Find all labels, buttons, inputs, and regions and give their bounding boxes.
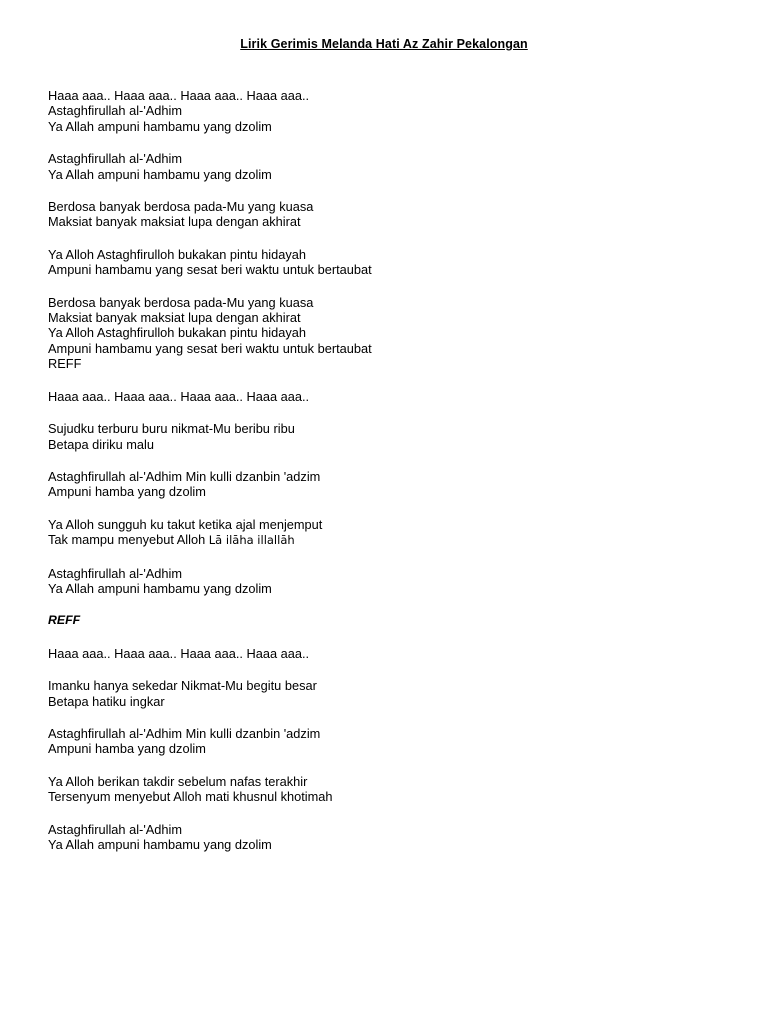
lyrics-line: Ampuni hamba yang dzolim [48, 484, 206, 500]
lyrics-line: Ya Allah ampuni hambamu yang dzolim [48, 166, 272, 182]
lyrics-line: Ya Alloh Astaghfirulloh bukakan pintu hidayah [48, 325, 307, 341]
lyrics-stanza [48, 199, 720, 230]
lyrics-line: Berdosa banyak berdosa pada-Mu yang kuasa [48, 294, 314, 310]
lyrics-line: Ya Alloh Astaghfirulloh bukakan pintu hidayah [48, 246, 307, 262]
lyrics-line: Haaa aaa.. Haaa aaa.. Haaa aaa.. Haaa aaa.. [48, 88, 310, 103]
lyrics-line: Maksiat banyak maksiat lupa dengan akhirat [48, 214, 301, 230]
lyrics-line: Betapa diriku malu [48, 436, 154, 452]
lyrics-stanza [48, 517, 720, 549]
lyrics-stanza [48, 88, 720, 134]
lyrics-stanza [48, 678, 720, 709]
lyrics-line: Ampuni hambamu yang sesat beri waktu untuk bertaubat [48, 262, 372, 278]
page-title: Lirik Gerimis Melanda Hati Az Zahir Pekalongan [240, 37, 528, 51]
lyrics-line: Tak mampu menyebut Alloh Lā ilāha illallāh [48, 532, 295, 548]
lyrics-line: Astaghfirullah al-'Adhim [48, 821, 183, 837]
lyrics-stanza [48, 389, 720, 404]
lyrics-line: REFF [48, 356, 82, 372]
lyrics-line: REFF [48, 613, 81, 628]
lyrics-line: Ya Allah ampuni hambamu yang dzolim [48, 580, 272, 596]
lyrics-body [48, 88, 720, 852]
lyrics-line: Berdosa banyak berdosa pada-Mu yang kuasa [48, 199, 314, 215]
lyrics-stanza [48, 613, 720, 628]
lyrics-stanza [48, 774, 720, 805]
lyrics-line: Imanku hanya sekedar Nikmat-Mu begitu besar [48, 678, 317, 694]
lyrics-line: Maksiat banyak maksiat lupa dengan akhirat [48, 310, 301, 326]
lyrics-line: Haaa aaa.. Haaa aaa.. Haaa aaa.. Haaa aaa.. [48, 645, 310, 661]
lyrics-stanza [48, 726, 720, 757]
lyrics-line: Betapa hatiku ingkar [48, 693, 165, 709]
lyrics-line: Astaghfirullah al-'Adhim Min kulli dzanbin 'adzim [48, 725, 321, 741]
lyrics-line: Ya Allah ampuni hambamu yang dzolim [48, 118, 272, 134]
lyrics-stanza [48, 151, 720, 182]
lyrics-stanza [48, 247, 720, 278]
lyrics-line: Ampuni hamba yang dzolim [48, 741, 206, 757]
lyrics-line: Ampuni hambamu yang sesat beri waktu untuk bertaubat [48, 340, 372, 356]
lyrics-line: Tersenyum menyebut Alloh mati khusnul khotimah [48, 789, 333, 805]
lyrics-line: Astaghfirullah al-'Adhim [48, 103, 183, 119]
lyrics-line: Ya Alloh sungguh ku takut ketika ajal menjemput [48, 516, 323, 532]
lyrics-stanza [48, 646, 720, 661]
lyrics-line: Haaa aaa.. Haaa aaa.. Haaa aaa.. Haaa aaa.. [48, 388, 310, 404]
lyrics-line: Astaghfirullah al-'Adhim [48, 151, 183, 167]
lyrics-stanza [48, 566, 720, 597]
lyrics-stanza [48, 822, 720, 853]
lyrics-stanza [48, 295, 720, 372]
lyrics-line: Astaghfirullah al-'Adhim Min kulli dzanbin 'adzim [48, 468, 321, 484]
lyrics-line: Sujudku terburu buru nikmat-Mu beribu ribu [48, 421, 295, 437]
lyrics-stanza [48, 421, 720, 452]
lyrics-line: Ya Allah ampuni hambamu yang dzolim [48, 837, 272, 852]
lyrics-line: Astaghfirullah al-'Adhim [48, 565, 183, 581]
transliteration-text: Lā ilāha illallāh [208, 533, 295, 548]
lyrics-stanza [48, 469, 720, 500]
lyrics-line: Ya Alloh berikan takdir sebelum nafas terakhir [48, 773, 308, 789]
